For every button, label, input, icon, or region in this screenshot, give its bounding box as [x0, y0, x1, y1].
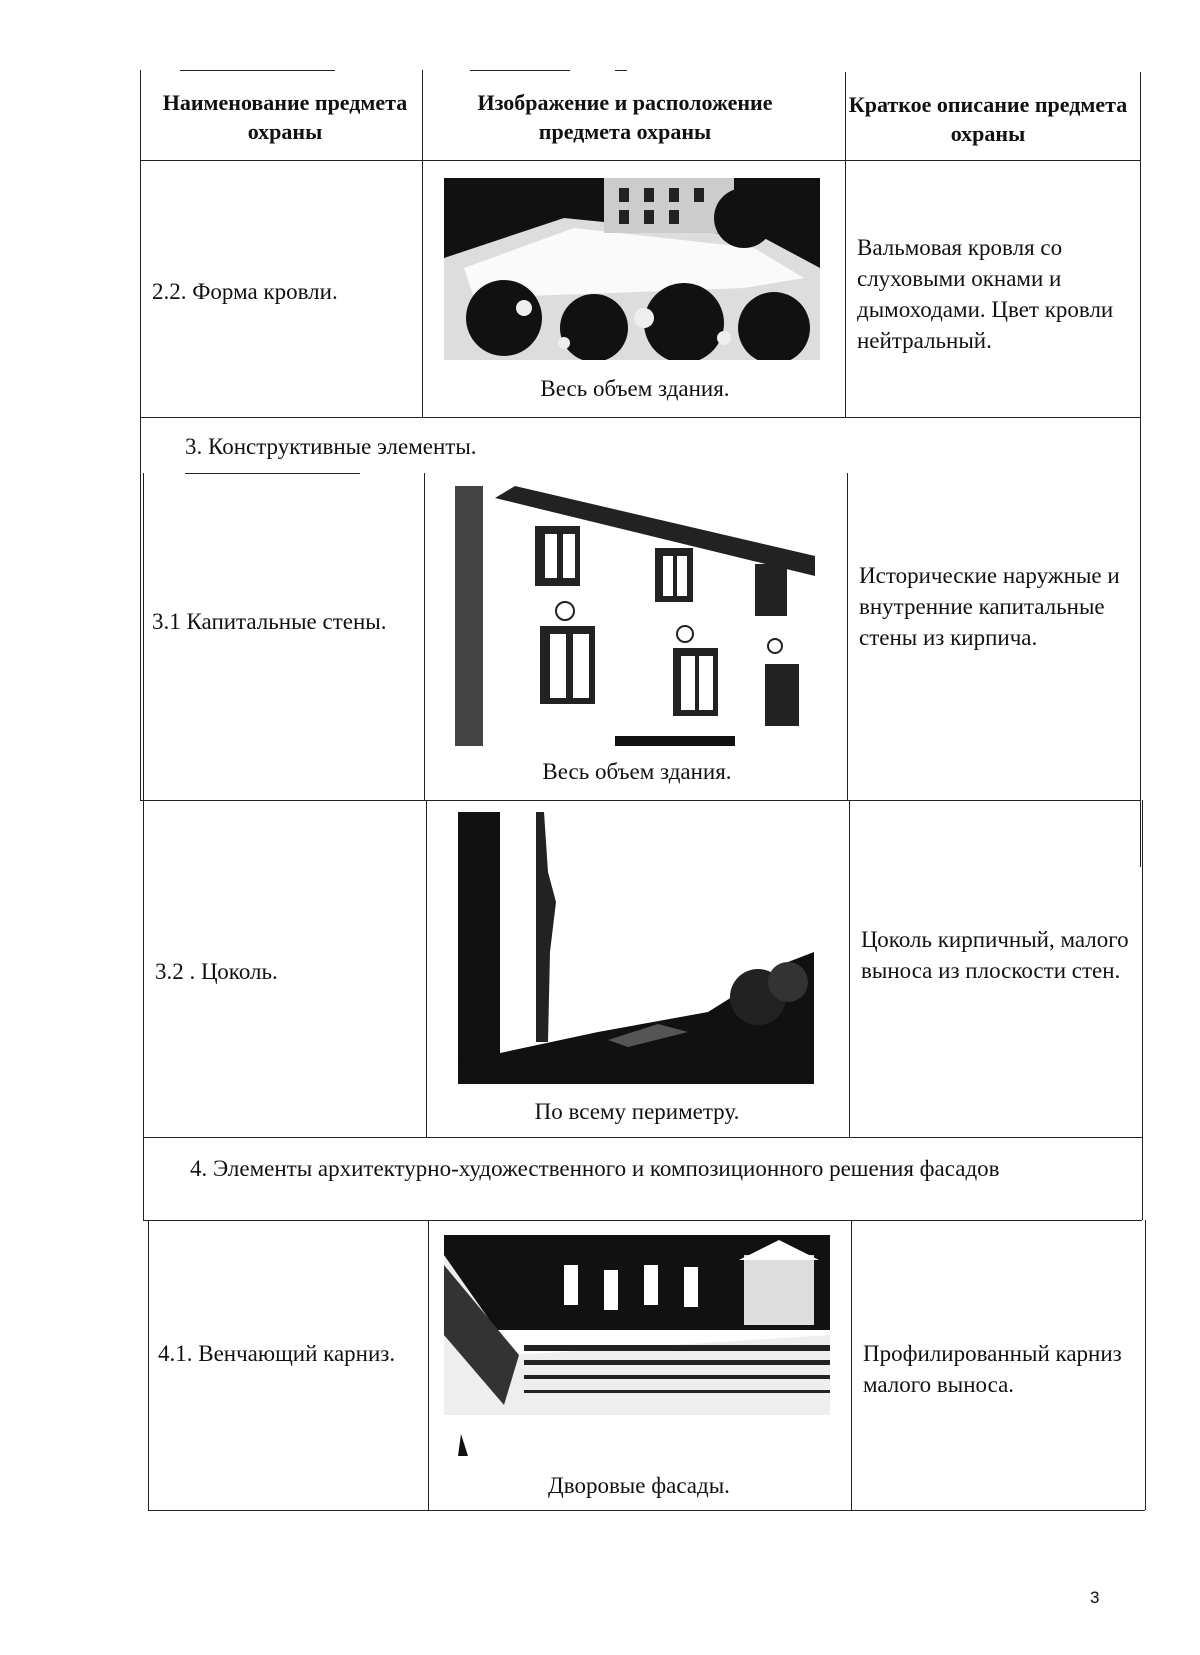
caption-walls: Весь объем здания.	[542, 759, 732, 784]
page-number: 3	[1090, 1588, 1100, 1607]
table-border	[845, 72, 846, 417]
top-rule	[470, 70, 570, 71]
table-border	[140, 800, 1140, 801]
plinth-photo	[458, 812, 814, 1084]
roof-photo	[444, 178, 820, 360]
section-rule	[185, 473, 360, 474]
table-border	[140, 70, 141, 417]
desc-roof: Вальмовая кровля со слуховыми окнами и дымоходами. Цвет кровли нейтральный.	[857, 235, 1114, 353]
table-border	[143, 1137, 1142, 1138]
table-border	[143, 1220, 1142, 1221]
row-name-walls: 3.1 Капитальные стены.	[152, 609, 387, 634]
table-border	[422, 70, 423, 417]
table-border	[140, 160, 1140, 161]
desc-walls: Исторические наружные и внутренние капитальные стены из кирпича.	[859, 563, 1120, 650]
table-border	[851, 1220, 852, 1510]
top-rule	[615, 70, 627, 71]
table-border	[140, 417, 1140, 418]
caption-plinth: По всему периметру.	[534, 1099, 740, 1124]
table-border	[428, 1220, 429, 1510]
table-border	[847, 473, 848, 800]
table-border	[1140, 72, 1141, 867]
row-name-plinth: 3.2 . Цоколь.	[155, 959, 278, 984]
table-border	[1142, 800, 1143, 1220]
row-name-roof: 2.2. Форма кровли.	[152, 279, 338, 304]
section-4-title: 4. Элементы архитектурно-художественного и композиционного решения фасадов	[190, 1156, 1000, 1181]
caption-cornice: Дворовые фасады.	[548, 1473, 730, 1498]
table-border	[148, 1220, 149, 1510]
table-border	[148, 1510, 1145, 1511]
table-border	[1145, 1220, 1146, 1510]
header-col-image: Изображение и расположение предмета охраны	[477, 90, 773, 144]
header-col-name: Наименование предмета охраны	[162, 90, 408, 144]
table-border	[143, 800, 144, 1137]
table-border	[849, 800, 850, 1137]
desc-cornice: Профилированный карниз малого выноса.	[863, 1341, 1122, 1397]
top-rule	[180, 70, 335, 71]
walls-photo	[455, 486, 815, 746]
header-col-description: Краткое описание предмета охраны	[848, 92, 1128, 146]
desc-plinth: Цоколь кирпичный, малого выноса из плоскости стен.	[861, 927, 1129, 983]
table-border	[143, 473, 144, 800]
table-border	[140, 417, 141, 800]
caption-roof: Весь объем здания.	[540, 376, 730, 401]
row-name-cornice: 4.1. Венчающий карниз.	[158, 1341, 396, 1366]
table-border	[424, 473, 425, 800]
section-3-title: 3. Конструктивные элементы.	[185, 434, 477, 459]
table-border	[143, 1137, 144, 1220]
mark-icon	[458, 1434, 468, 1456]
cornice-photo	[444, 1235, 830, 1415]
table-border	[426, 800, 427, 1137]
